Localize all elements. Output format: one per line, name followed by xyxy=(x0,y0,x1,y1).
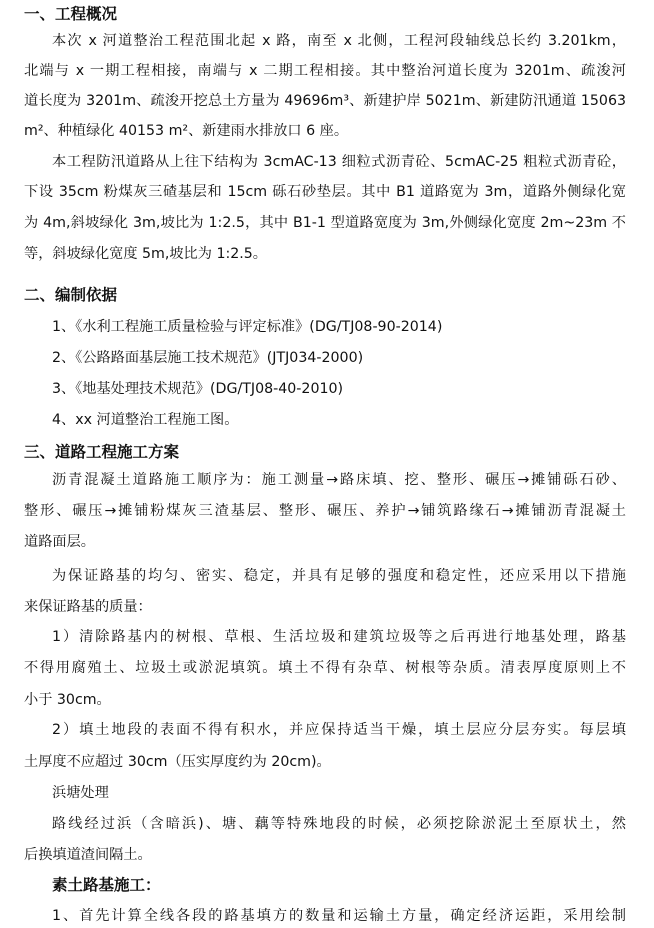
reference-item: 2、《公路路面基层施工技术规范》(JTJ034-2000) xyxy=(52,350,364,366)
paragraph-line: 道长度为 3201m、疏浚开挖总土方量为 49696m³、新建护岸 5021m、新建防汛通道 15063 xyxy=(24,93,626,109)
paragraph-line: 本次 x 河道整治工程范围北起 x 路，南至 x 北侧，工程河段轴线总长约 3.201km， xyxy=(52,33,626,49)
paragraph-line: 来保证路基的质量： xyxy=(24,599,152,615)
paragraph-line: 下设 35cm 粉煤灰三碴基层和 15cm 砾石砂垫层。其中 B1 道路宽为 3m，道路外侧绿化宽 xyxy=(24,184,626,200)
paragraph-line: m²、种植绿化 40153 m²、新建雨水排放口 6 座。 xyxy=(24,123,349,139)
paragraph-line: 2）填土地段的表面不得有积水，并应保持适当干燥，填土层应分层夯实。每层填 xyxy=(52,722,626,738)
subheading-pond-treatment: 浜塘处理 xyxy=(52,785,109,801)
subheading-plain-soil-subgrade: 素土路基施工： xyxy=(52,876,161,894)
paragraph-line: 为 4m,斜坡绿化 3m,坡比为 1:2.5，其中 B1-1 型道路宽度为 3m,外侧绿化宽度 2m~23m 不 xyxy=(24,215,626,231)
paragraph-line: 小于 30cm。 xyxy=(24,692,111,708)
paragraph-line: 不得用腐殖土、垃圾土或淤泥填筑。填土不得有杂草、树根等杂质。清表厚度原则上不 xyxy=(24,660,626,676)
section-heading-2: 二、编制依据 xyxy=(24,286,118,304)
paragraph-line: 1）清除路基内的树根、草根、生活垃圾和建筑垃圾等之后再进行地基处理，路基 xyxy=(52,629,626,645)
reference-item: 3、《地基处理技术规范》(DG/TJ08-40-2010) xyxy=(52,381,344,397)
reference-item: 1、《水利工程施工质量检验与评定标准》(DG/TJ08-90-2014) xyxy=(52,319,443,335)
paragraph-line: 整形、碾压→摊铺粉煤灰三渣基层、整形、碾压、养护→铺筑路缘石→摊铺沥青混凝土 xyxy=(24,503,626,519)
paragraph-line: 1、首先计算全线各段的路基填方的数量和运输土方量，确定经济运距，采用绘制 xyxy=(52,908,626,924)
paragraph-line: 路线经过浜（含暗浜)、塘、藕等特殊地段的时候，必须挖除淤泥土至原状土，然 xyxy=(52,816,626,832)
paragraph-line: 北端与 x 一期工程相接，南端与 x 二期工程相接。其中整治河道长度为 3201m、疏浚河 xyxy=(24,63,626,79)
paragraph-line: 后换填道渣间隔土。 xyxy=(24,847,152,863)
paragraph-line: 土厚度不应超过 30cm（压实厚度约为 20cm)。 xyxy=(24,754,331,770)
section-heading-3: 三、道路工程施工方案 xyxy=(24,443,180,461)
paragraph-line: 为保证路基的均匀、密实、稳定，并具有足够的强度和稳定性，还应采用以下措施 xyxy=(52,568,626,584)
paragraph-line: 本工程防汛道路从上往下结构为 3cmAC-13 细粒式沥青砼、5cmAC-25 粗粒式沥青砼， xyxy=(52,154,626,170)
paragraph-line: 沥青混凝土道路施工顺序为：施工测量→路床填、挖、整形、碾压→摊铺砾石砂、 xyxy=(52,472,626,488)
reference-item: 4、xx 河道整治工程施工图。 xyxy=(52,412,239,428)
paragraph-line: 道路面层。 xyxy=(24,534,95,550)
section-heading-1: 一、工程概况 xyxy=(24,5,118,23)
paragraph-line: 等，斜坡绿化宽度 5m,坡比为 1:2.5。 xyxy=(24,246,267,262)
